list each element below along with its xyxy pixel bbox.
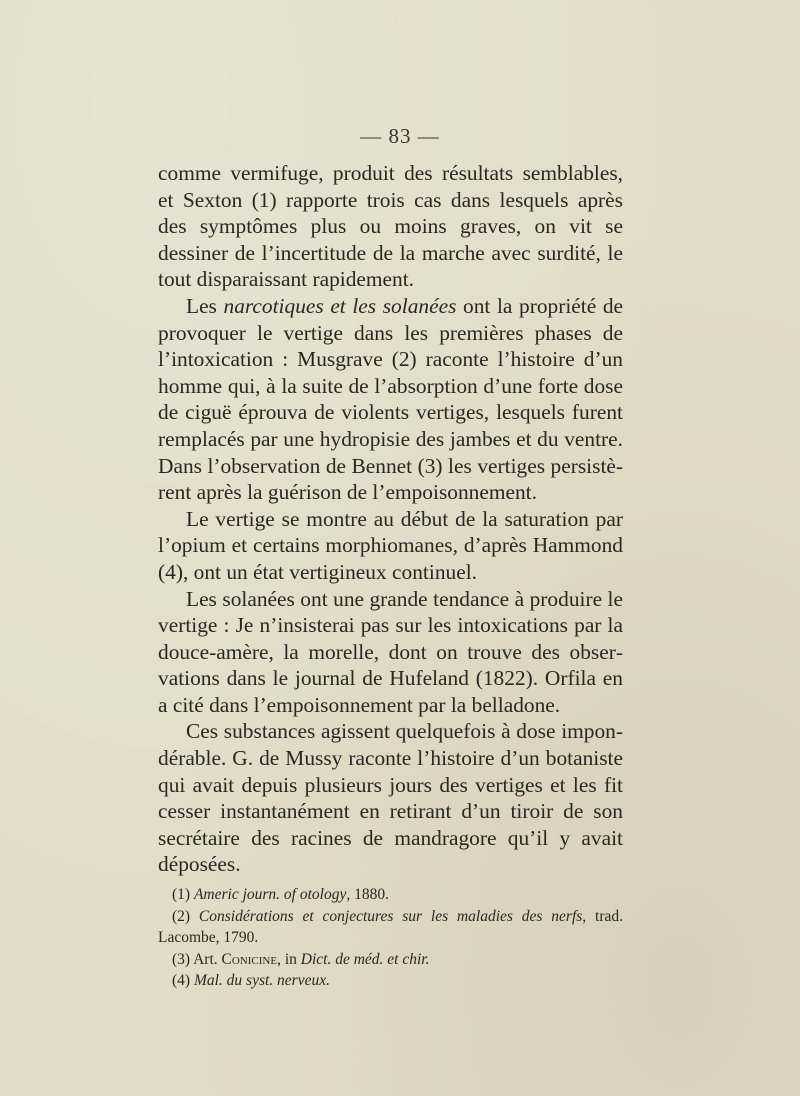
footnote-1 [158, 884, 623, 906]
paragraph-1-text: comme vermifuge, produit des résultats semblables, et Sexton (1) rapporte trois cas dans lesquels après des symptômes plus ou moins graves, on vit se dessiner de l’incertitude de la marche avec surdité, le tout disparaissant rapidement. [158, 161, 623, 292]
paragraph-5-text: Ces substances agissent quelquefois à dose impondérable. G. de Mussy raconte l’histoire d’un botaniste qui avait depuis plusieurs jours des vertiges et les fit cesser instantanément en retirant d’un tiroir de son secrétaire des racines de mandragore qu’il y avait déposées. [158, 719, 623, 877]
footnote-3-in: , in [277, 950, 301, 968]
footnote-2-marker: (2) [172, 907, 199, 925]
footnote-4 [158, 970, 623, 992]
paragraph-2 [158, 293, 623, 506]
footnote-3-article: Conicine [221, 950, 278, 968]
page-number: — 83 — [360, 124, 440, 148]
footnote-4-title: Mal. du syst. nerveux. [193, 972, 330, 990]
paragraph-2-text-a: Les [186, 293, 224, 318]
paragraph-4-text: Les solanées ont une grande tendance à produire le vertige : Je n’insisterai pas sur les intoxications par la douce-amère, la morelle, dont on trouve des observations dans le journal de Hufeland (1822). Orfila en a cité dans l’empoisonnement par la belladone. [158, 586, 623, 717]
paragraph-5 [158, 718, 623, 878]
footnotes [158, 884, 623, 992]
footnote-3-title: Dict. de méd. et chir. [300, 950, 430, 968]
paragraph-4 [158, 586, 623, 719]
body-text [158, 160, 623, 878]
footnote-4-marker: (4) [172, 972, 194, 990]
footnote-3-marker: (3) Art. [172, 950, 222, 968]
paragraph-2-italic: narcotiques et les solanées [223, 293, 457, 318]
footnote-2-title: Considérations et conjectures sur les maladies des nerfs [198, 907, 583, 925]
footnote-3 [158, 949, 623, 971]
paragraph-3-text: Le vertige se montre au début de la saturation par l’opium et certains morphiomanes, d’après Hammond (4), ont un état vertigineux continuel. [158, 506, 623, 584]
footnote-2 [158, 906, 623, 949]
footnote-1-tail: , 1880. [346, 886, 389, 903]
footnote-2-tail: , trad. Lacombe, 1790. [158, 907, 623, 947]
paragraph-1 [158, 160, 623, 293]
paragraph-2-text-b: ont la propriété de provoquer le vertige dans les premières phases de l’intoxication : Musgrave (2) raconte l’histoire d’un homme qui, à la suite de l’absorption d’une forte dose de ciguë éprouva de violents vertiges, lesquels furent remplacés par une hydropisie des jambes et du ventre. Dans l’observation de Bennet (3) les vertiges persistèrent après la guérison de l’empoisonnement. [158, 293, 624, 505]
paragraph-3 [158, 506, 623, 586]
footnote-1-title: Americ journ. of otology [193, 886, 347, 903]
footnote-1-marker: (1) [172, 886, 194, 903]
